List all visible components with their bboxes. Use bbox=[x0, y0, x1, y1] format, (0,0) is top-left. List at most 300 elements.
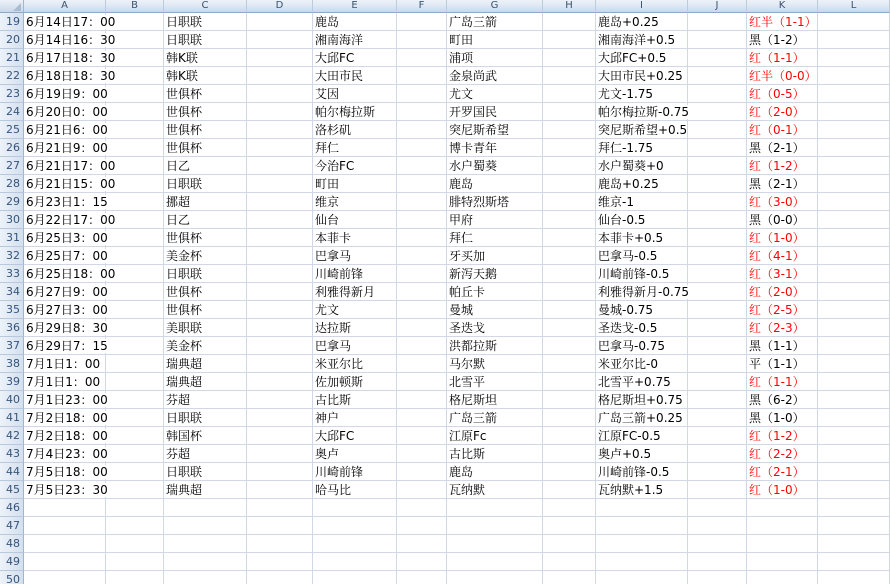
row-header[interactable] bbox=[0, 229, 24, 247]
cell-empty-d[interactable] bbox=[247, 553, 313, 571]
cell-empty-l[interactable] bbox=[818, 193, 890, 211]
cell-empty-h[interactable] bbox=[543, 319, 596, 337]
cell-empty-h[interactable] bbox=[543, 31, 596, 49]
cell-league[interactable] bbox=[164, 355, 247, 373]
cell-away-team[interactable] bbox=[447, 211, 543, 229]
cell-away-team[interactable] bbox=[447, 337, 543, 355]
cell-empty-b[interactable] bbox=[106, 481, 164, 499]
cell-empty-f[interactable] bbox=[397, 571, 447, 584]
row-header[interactable] bbox=[0, 211, 24, 229]
cell-match-time[interactable] bbox=[24, 445, 106, 463]
cell-empty-l[interactable] bbox=[818, 409, 890, 427]
row-header[interactable] bbox=[0, 463, 24, 481]
cell-empty-f[interactable] bbox=[397, 373, 447, 391]
row-header[interactable] bbox=[0, 49, 24, 67]
cell-empty-b[interactable] bbox=[106, 445, 164, 463]
cell-match-time[interactable] bbox=[24, 193, 106, 211]
cell-match-time[interactable] bbox=[24, 535, 106, 553]
cell-home-team[interactable] bbox=[313, 427, 397, 445]
cell-empty-j[interactable] bbox=[688, 499, 747, 517]
cell-handicap-pick[interactable] bbox=[596, 571, 688, 584]
cell-empty-b[interactable] bbox=[106, 355, 164, 373]
cell-home-team[interactable] bbox=[313, 13, 397, 31]
cell-result[interactable] bbox=[747, 211, 818, 229]
cell-league[interactable] bbox=[164, 121, 247, 139]
cell-empty-j[interactable] bbox=[688, 355, 747, 373]
cell-empty-d[interactable] bbox=[247, 391, 313, 409]
cell-home-team[interactable] bbox=[313, 85, 397, 103]
cell-match-time[interactable] bbox=[24, 463, 106, 481]
cell-league[interactable] bbox=[164, 571, 247, 584]
cell-empty-h[interactable] bbox=[543, 193, 596, 211]
cell-league[interactable] bbox=[164, 481, 247, 499]
row-header[interactable] bbox=[0, 373, 24, 391]
cell-empty-d[interactable] bbox=[247, 103, 313, 121]
cell-match-time[interactable] bbox=[24, 175, 116, 193]
cell-empty-l[interactable] bbox=[818, 247, 890, 265]
cell-empty-b[interactable] bbox=[106, 103, 164, 121]
cell-home-team[interactable] bbox=[313, 265, 397, 283]
cell-match-time[interactable] bbox=[24, 571, 106, 584]
cell-handicap-pick[interactable] bbox=[596, 481, 688, 499]
cell-result[interactable] bbox=[747, 13, 818, 31]
column-header-J[interactable]: J bbox=[688, 0, 747, 13]
cell-empty-d[interactable] bbox=[247, 229, 313, 247]
cell-empty-h[interactable] bbox=[543, 553, 596, 571]
cell-away-team[interactable] bbox=[447, 49, 543, 67]
cell-empty-h[interactable] bbox=[543, 391, 596, 409]
cell-empty-d[interactable] bbox=[247, 265, 313, 283]
cell-empty-b[interactable] bbox=[106, 427, 164, 445]
row-header[interactable] bbox=[0, 445, 24, 463]
cell-handicap-pick[interactable] bbox=[596, 13, 688, 31]
cell-empty-f[interactable] bbox=[397, 499, 447, 517]
cell-result[interactable] bbox=[747, 445, 818, 463]
cell-empty-f[interactable] bbox=[397, 49, 447, 67]
cell-match-time[interactable] bbox=[24, 355, 106, 373]
cell-handicap-pick[interactable] bbox=[596, 121, 688, 139]
cell-league[interactable] bbox=[164, 103, 247, 121]
cell-home-team[interactable] bbox=[313, 463, 397, 481]
cell-empty-l[interactable] bbox=[818, 427, 890, 445]
cell-home-team[interactable] bbox=[313, 571, 397, 584]
cell-away-team[interactable] bbox=[447, 445, 543, 463]
cell-handicap-pick[interactable] bbox=[596, 319, 688, 337]
row-header[interactable] bbox=[0, 517, 24, 535]
row-header[interactable] bbox=[0, 391, 24, 409]
cell-match-time[interactable] bbox=[24, 31, 116, 49]
cell-league[interactable] bbox=[164, 517, 247, 535]
cell-empty-j[interactable] bbox=[688, 247, 747, 265]
cell-match-time[interactable] bbox=[24, 247, 106, 265]
cell-empty-f[interactable] bbox=[397, 67, 447, 85]
cell-match-time[interactable] bbox=[24, 427, 106, 445]
cell-empty-j[interactable] bbox=[688, 265, 747, 283]
cell-match-time[interactable] bbox=[24, 283, 106, 301]
cell-league[interactable] bbox=[164, 13, 247, 31]
cell-empty-j[interactable] bbox=[688, 463, 747, 481]
cell-empty-j[interactable] bbox=[688, 121, 747, 139]
cell-handicap-pick[interactable] bbox=[596, 427, 688, 445]
cell-empty-l[interactable] bbox=[818, 67, 890, 85]
cell-empty-l[interactable] bbox=[818, 211, 890, 229]
row-header[interactable] bbox=[0, 409, 24, 427]
cell-league[interactable] bbox=[164, 211, 247, 229]
cell-empty-d[interactable] bbox=[247, 31, 313, 49]
cell-empty-h[interactable] bbox=[543, 373, 596, 391]
cell-empty-l[interactable] bbox=[818, 121, 890, 139]
row-header[interactable] bbox=[0, 175, 24, 193]
cell-home-team[interactable] bbox=[313, 517, 397, 535]
row-header[interactable] bbox=[0, 247, 24, 265]
cell-empty-d[interactable] bbox=[247, 67, 313, 85]
cell-away-team[interactable] bbox=[447, 427, 543, 445]
cell-league[interactable] bbox=[164, 535, 247, 553]
cell-away-team[interactable] bbox=[447, 67, 543, 85]
cell-empty-f[interactable] bbox=[397, 481, 447, 499]
cell-empty-f[interactable] bbox=[397, 283, 447, 301]
cell-empty-l[interactable] bbox=[818, 445, 890, 463]
cell-empty-h[interactable] bbox=[543, 103, 596, 121]
cell-away-team[interactable] bbox=[447, 499, 543, 517]
cell-home-team[interactable] bbox=[313, 175, 397, 193]
cell-league[interactable] bbox=[164, 31, 247, 49]
cell-league[interactable] bbox=[164, 319, 247, 337]
cell-away-team[interactable] bbox=[447, 409, 543, 427]
cell-empty-j[interactable] bbox=[688, 193, 747, 211]
cell-empty-j[interactable] bbox=[688, 427, 747, 445]
cell-away-team[interactable] bbox=[447, 31, 543, 49]
cell-empty-f[interactable] bbox=[397, 427, 447, 445]
cell-away-team[interactable] bbox=[447, 391, 543, 409]
cell-match-time[interactable] bbox=[24, 49, 116, 67]
cell-empty-l[interactable] bbox=[818, 103, 890, 121]
cell-away-team[interactable] bbox=[447, 193, 543, 211]
cell-empty-f[interactable] bbox=[397, 409, 447, 427]
cell-empty-j[interactable] bbox=[688, 157, 747, 175]
cell-away-team[interactable] bbox=[447, 481, 543, 499]
cell-result[interactable] bbox=[747, 499, 818, 517]
cell-empty-d[interactable] bbox=[247, 193, 313, 211]
column-header-A[interactable]: A bbox=[24, 0, 106, 13]
cell-empty-h[interactable] bbox=[543, 337, 596, 355]
cell-empty-j[interactable] bbox=[688, 319, 747, 337]
cell-result[interactable] bbox=[747, 355, 818, 373]
cell-handicap-pick[interactable] bbox=[596, 211, 688, 229]
cell-empty-l[interactable] bbox=[818, 85, 890, 103]
cell-result[interactable] bbox=[747, 103, 818, 121]
cell-empty-f[interactable] bbox=[397, 463, 447, 481]
cell-handicap-pick[interactable] bbox=[596, 67, 688, 85]
cell-away-team[interactable] bbox=[447, 571, 543, 584]
cell-empty-l[interactable] bbox=[818, 553, 890, 571]
cell-match-time[interactable] bbox=[24, 319, 106, 337]
cell-empty-l[interactable] bbox=[818, 301, 890, 319]
cell-empty-d[interactable] bbox=[247, 85, 313, 103]
row-header[interactable] bbox=[0, 571, 24, 584]
cell-league[interactable] bbox=[164, 337, 247, 355]
cell-league[interactable] bbox=[164, 463, 247, 481]
cell-empty-h[interactable] bbox=[543, 355, 596, 373]
cell-empty-j[interactable] bbox=[688, 229, 747, 247]
cell-away-team[interactable] bbox=[447, 265, 543, 283]
cell-empty-l[interactable] bbox=[818, 319, 890, 337]
row-header[interactable] bbox=[0, 283, 24, 301]
cell-empty-d[interactable] bbox=[247, 13, 313, 31]
cell-empty-h[interactable] bbox=[543, 481, 596, 499]
cell-handicap-pick[interactable] bbox=[596, 283, 688, 301]
cell-empty-l[interactable] bbox=[818, 283, 890, 301]
cell-home-team[interactable] bbox=[313, 283, 397, 301]
cell-empty-f[interactable] bbox=[397, 355, 447, 373]
cell-league[interactable] bbox=[164, 499, 247, 517]
cell-league[interactable] bbox=[164, 139, 247, 157]
cell-handicap-pick[interactable] bbox=[596, 85, 688, 103]
cell-match-time[interactable] bbox=[24, 103, 106, 121]
cell-empty-h[interactable] bbox=[543, 535, 596, 553]
row-header[interactable] bbox=[0, 301, 24, 319]
cell-empty-h[interactable] bbox=[543, 283, 596, 301]
cell-empty-l[interactable] bbox=[818, 13, 890, 31]
cell-result[interactable] bbox=[747, 85, 818, 103]
cell-handicap-pick[interactable] bbox=[596, 139, 688, 157]
cell-result[interactable] bbox=[747, 553, 818, 571]
cell-away-team[interactable] bbox=[447, 175, 543, 193]
cell-league[interactable] bbox=[164, 175, 247, 193]
cell-empty-j[interactable] bbox=[688, 139, 747, 157]
cell-empty-l[interactable] bbox=[818, 31, 890, 49]
column-header-H[interactable]: H bbox=[543, 0, 596, 13]
cell-home-team[interactable] bbox=[313, 193, 397, 211]
cell-empty-f[interactable] bbox=[397, 175, 447, 193]
cell-empty-h[interactable] bbox=[543, 265, 596, 283]
cell-empty-j[interactable] bbox=[688, 49, 747, 67]
cell-result[interactable] bbox=[747, 535, 818, 553]
cell-empty-h[interactable] bbox=[543, 445, 596, 463]
row-header[interactable] bbox=[0, 157, 24, 175]
cell-empty-d[interactable] bbox=[247, 499, 313, 517]
cell-empty-f[interactable] bbox=[397, 265, 447, 283]
cell-home-team[interactable] bbox=[313, 247, 397, 265]
cell-home-team[interactable] bbox=[313, 301, 397, 319]
cell-result[interactable] bbox=[747, 283, 818, 301]
cell-home-team[interactable] bbox=[313, 229, 397, 247]
cell-handicap-pick[interactable] bbox=[596, 409, 688, 427]
column-header-E[interactable]: E bbox=[313, 0, 397, 13]
column-header-K[interactable]: K bbox=[747, 0, 818, 13]
cell-empty-l[interactable] bbox=[818, 391, 890, 409]
cell-handicap-pick[interactable] bbox=[596, 391, 688, 409]
cell-result[interactable] bbox=[747, 319, 818, 337]
cell-empty-l[interactable] bbox=[818, 139, 890, 157]
cell-empty-j[interactable] bbox=[688, 535, 747, 553]
cell-empty-f[interactable] bbox=[397, 31, 447, 49]
row-header[interactable] bbox=[0, 31, 24, 49]
cell-empty-d[interactable] bbox=[247, 49, 313, 67]
cell-empty-d[interactable] bbox=[247, 283, 313, 301]
cell-empty-h[interactable] bbox=[543, 301, 596, 319]
cell-empty-h[interactable] bbox=[543, 427, 596, 445]
cell-result[interactable] bbox=[747, 31, 818, 49]
cell-match-time[interactable] bbox=[24, 373, 106, 391]
cell-empty-h[interactable] bbox=[543, 229, 596, 247]
cell-empty-j[interactable] bbox=[688, 211, 747, 229]
cell-league[interactable] bbox=[164, 553, 247, 571]
cell-empty-b[interactable] bbox=[106, 535, 164, 553]
cell-away-team[interactable] bbox=[447, 157, 543, 175]
cell-empty-j[interactable] bbox=[688, 337, 747, 355]
cell-handicap-pick[interactable] bbox=[596, 463, 688, 481]
cell-match-time[interactable] bbox=[24, 265, 116, 283]
cell-league[interactable] bbox=[164, 49, 247, 67]
cell-home-team[interactable] bbox=[313, 445, 397, 463]
cell-empty-h[interactable] bbox=[543, 499, 596, 517]
cell-match-time[interactable] bbox=[24, 481, 106, 499]
column-header-B[interactable]: B bbox=[106, 0, 164, 13]
cell-empty-h[interactable] bbox=[543, 409, 596, 427]
cell-league[interactable] bbox=[164, 409, 247, 427]
cell-away-team[interactable] bbox=[447, 301, 543, 319]
cell-empty-d[interactable] bbox=[247, 175, 313, 193]
cell-league[interactable] bbox=[164, 85, 247, 103]
row-header[interactable] bbox=[0, 67, 24, 85]
cell-empty-l[interactable] bbox=[818, 337, 890, 355]
cell-league[interactable] bbox=[164, 265, 247, 283]
cell-empty-j[interactable] bbox=[688, 391, 747, 409]
cell-empty-j[interactable] bbox=[688, 481, 747, 499]
cell-result[interactable] bbox=[747, 175, 818, 193]
cell-empty-b[interactable] bbox=[106, 391, 164, 409]
cell-result[interactable] bbox=[747, 229, 818, 247]
cell-result[interactable] bbox=[747, 193, 818, 211]
cell-empty-b[interactable] bbox=[106, 121, 164, 139]
cell-handicap-pick[interactable] bbox=[596, 31, 688, 49]
cell-result[interactable] bbox=[747, 121, 818, 139]
row-header[interactable] bbox=[0, 193, 24, 211]
cell-handicap-pick[interactable] bbox=[596, 355, 688, 373]
row-header[interactable] bbox=[0, 265, 24, 283]
cell-empty-f[interactable] bbox=[397, 211, 447, 229]
cell-empty-f[interactable] bbox=[397, 103, 447, 121]
cell-empty-l[interactable] bbox=[818, 499, 890, 517]
cell-home-team[interactable] bbox=[313, 49, 397, 67]
cell-away-team[interactable] bbox=[447, 13, 543, 31]
cell-match-time[interactable] bbox=[24, 229, 106, 247]
cell-league[interactable] bbox=[164, 445, 247, 463]
cell-home-team[interactable] bbox=[313, 481, 397, 499]
cell-handicap-pick[interactable] bbox=[596, 445, 688, 463]
cell-empty-j[interactable] bbox=[688, 175, 747, 193]
cell-home-team[interactable] bbox=[313, 31, 397, 49]
cell-empty-h[interactable] bbox=[543, 175, 596, 193]
select-all-button[interactable] bbox=[0, 0, 24, 13]
cell-empty-h[interactable] bbox=[543, 211, 596, 229]
cell-league[interactable] bbox=[164, 427, 247, 445]
cell-empty-b[interactable] bbox=[106, 319, 164, 337]
cell-away-team[interactable] bbox=[447, 139, 543, 157]
cell-empty-d[interactable] bbox=[247, 301, 313, 319]
cell-empty-h[interactable] bbox=[543, 463, 596, 481]
cell-match-time[interactable] bbox=[24, 301, 106, 319]
cell-result[interactable] bbox=[747, 409, 818, 427]
cell-empty-l[interactable] bbox=[818, 229, 890, 247]
cell-empty-h[interactable] bbox=[543, 247, 596, 265]
cell-away-team[interactable] bbox=[447, 553, 543, 571]
cell-empty-b[interactable] bbox=[106, 193, 164, 211]
cell-handicap-pick[interactable] bbox=[596, 301, 688, 319]
cell-empty-d[interactable] bbox=[247, 517, 313, 535]
cell-empty-f[interactable] bbox=[397, 13, 447, 31]
cell-away-team[interactable] bbox=[447, 103, 543, 121]
cell-empty-f[interactable] bbox=[397, 193, 447, 211]
cell-empty-f[interactable] bbox=[397, 445, 447, 463]
cell-empty-j[interactable] bbox=[688, 13, 747, 31]
cell-league[interactable] bbox=[164, 283, 247, 301]
cell-empty-d[interactable] bbox=[247, 211, 313, 229]
cell-home-team[interactable] bbox=[313, 139, 397, 157]
cell-handicap-pick[interactable] bbox=[596, 499, 688, 517]
cell-handicap-pick[interactable] bbox=[596, 247, 688, 265]
cell-empty-f[interactable] bbox=[397, 229, 447, 247]
cell-match-time[interactable] bbox=[24, 139, 106, 157]
cell-handicap-pick[interactable] bbox=[596, 373, 688, 391]
cell-empty-l[interactable] bbox=[818, 535, 890, 553]
cell-match-time[interactable] bbox=[24, 499, 106, 517]
cell-league[interactable] bbox=[164, 193, 247, 211]
cell-home-team[interactable] bbox=[313, 553, 397, 571]
cell-empty-b[interactable] bbox=[106, 517, 164, 535]
cell-result[interactable] bbox=[747, 301, 818, 319]
cell-away-team[interactable] bbox=[447, 517, 543, 535]
cell-handicap-pick[interactable] bbox=[596, 535, 688, 553]
cell-handicap-pick[interactable] bbox=[596, 193, 688, 211]
cell-result[interactable] bbox=[747, 571, 818, 584]
cell-match-time[interactable] bbox=[24, 553, 106, 571]
cell-empty-j[interactable] bbox=[688, 301, 747, 319]
cell-home-team[interactable] bbox=[313, 391, 397, 409]
cell-empty-l[interactable] bbox=[818, 373, 890, 391]
cell-handicap-pick[interactable] bbox=[596, 265, 688, 283]
cell-home-team[interactable] bbox=[313, 67, 397, 85]
cell-home-team[interactable] bbox=[313, 355, 397, 373]
cell-handicap-pick[interactable] bbox=[596, 175, 688, 193]
row-header[interactable] bbox=[0, 337, 24, 355]
row-header[interactable] bbox=[0, 553, 24, 571]
cell-result[interactable] bbox=[747, 463, 818, 481]
cell-empty-d[interactable] bbox=[247, 409, 313, 427]
cell-empty-f[interactable] bbox=[397, 121, 447, 139]
cell-away-team[interactable] bbox=[447, 463, 543, 481]
cell-empty-f[interactable] bbox=[397, 85, 447, 103]
cell-empty-b[interactable] bbox=[106, 229, 164, 247]
cell-match-time[interactable] bbox=[24, 391, 106, 409]
cell-empty-j[interactable] bbox=[688, 517, 747, 535]
cell-result[interactable] bbox=[747, 67, 818, 85]
cell-home-team[interactable] bbox=[313, 211, 397, 229]
cell-home-team[interactable] bbox=[313, 157, 397, 175]
cell-away-team[interactable] bbox=[447, 85, 543, 103]
cell-empty-d[interactable] bbox=[247, 463, 313, 481]
cell-match-time[interactable] bbox=[24, 85, 106, 103]
cell-empty-f[interactable] bbox=[397, 247, 447, 265]
cell-empty-f[interactable] bbox=[397, 553, 447, 571]
cell-empty-b[interactable] bbox=[106, 373, 164, 391]
cell-league[interactable] bbox=[164, 157, 247, 175]
cell-away-team[interactable] bbox=[447, 355, 543, 373]
cell-match-time[interactable] bbox=[24, 337, 106, 355]
cell-match-time[interactable] bbox=[24, 121, 106, 139]
cell-away-team[interactable] bbox=[447, 283, 543, 301]
